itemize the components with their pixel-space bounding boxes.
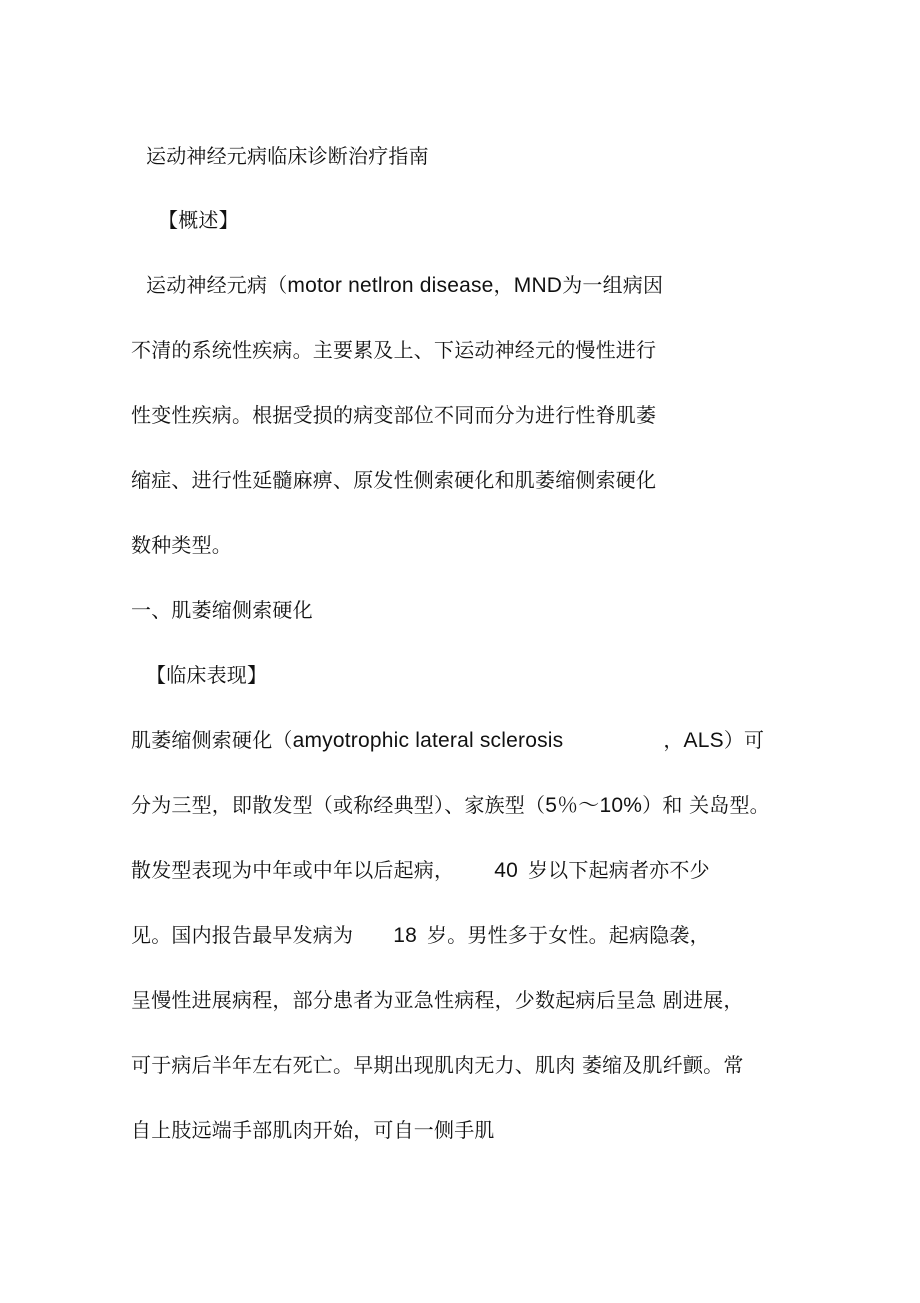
clinical-line-2-text-c: ）和 关岛型。 xyxy=(642,793,770,817)
overview-line-1-text-a: 运动神经元病（ xyxy=(146,273,288,297)
clinical-line-1-term: amyotrophic lateral sclerosis xyxy=(292,729,564,752)
section-heading-clinical: 【临床表现】 xyxy=(146,663,268,687)
clinical-line-7: 自上肢远端手部肌肉开始，可自一侧手肌 xyxy=(131,1118,495,1142)
clinical-line-5: 呈慢性进展病程，部分患者为亚急性病程，少数起病后呈急 剧进展， xyxy=(131,988,744,1012)
clinical-line-4 xyxy=(131,921,710,950)
overview-line-1-abbr: MND xyxy=(513,274,563,297)
clinical-line-1-text-c: ， xyxy=(663,728,684,752)
clinical-line-3-text-c: 岁以下起病者亦不少 xyxy=(527,858,710,882)
clinical-line-1-abbr: ALS xyxy=(683,729,724,752)
clinical-line-3 xyxy=(131,856,710,885)
clinical-line-4-text-a: 见。国内报告最早发病为 xyxy=(131,923,354,947)
clinical-line-1-text-a: 肌萎缩侧索硬化（ xyxy=(131,728,293,752)
overview-line-2: 不清的系统性疾病。主要累及上、下运动神经元的慢性进行 xyxy=(131,338,657,362)
overview-line-1 xyxy=(146,271,663,300)
overview-line-4: 缩症、进行性延髓麻痹、原发性侧索硬化和肌萎缩侧索硬化 xyxy=(131,468,657,492)
clinical-line-1-text-e: ）可 xyxy=(723,728,765,752)
document-title: 运动神经元病临床诊断治疗指南 xyxy=(146,144,429,168)
section-heading-als: 一、肌萎缩侧索硬化 xyxy=(131,598,313,622)
clinical-line-2 xyxy=(131,791,770,820)
overview-line-1-text-e: 为一组病因 xyxy=(562,273,664,297)
clinical-line-2-text-a: 分为三型，即散发型（或称经典型）、家族型（ xyxy=(131,793,546,817)
clinical-line-1 xyxy=(131,726,764,755)
overview-line-3: 性变性疾病。根据受损的病变部位不同而分为进行性脊肌萎 xyxy=(131,403,657,427)
section-heading-overview: 【概述】 xyxy=(158,208,239,232)
clinical-line-3-age: 40 xyxy=(494,859,518,882)
clinical-line-4-text-c: 岁。男性多于女性。起病隐袭， xyxy=(426,923,710,947)
clinical-line-2-percent: 5％～10% xyxy=(545,794,643,817)
overview-line-1-text-c: ， xyxy=(493,273,514,297)
clinical-line-3-text-a: 散发型表现为中年或中年以后起病， xyxy=(131,858,455,882)
overview-line-1-term: motor netlron disease xyxy=(287,274,494,297)
clinical-line-4-age: 18 xyxy=(393,924,417,947)
clinical-line-6: 可于病后半年左右死亡。早期出现肌肉无力、肌肉 萎缩及肌纤颤。常 xyxy=(131,1053,744,1077)
overview-line-5: 数种类型。 xyxy=(131,533,232,557)
